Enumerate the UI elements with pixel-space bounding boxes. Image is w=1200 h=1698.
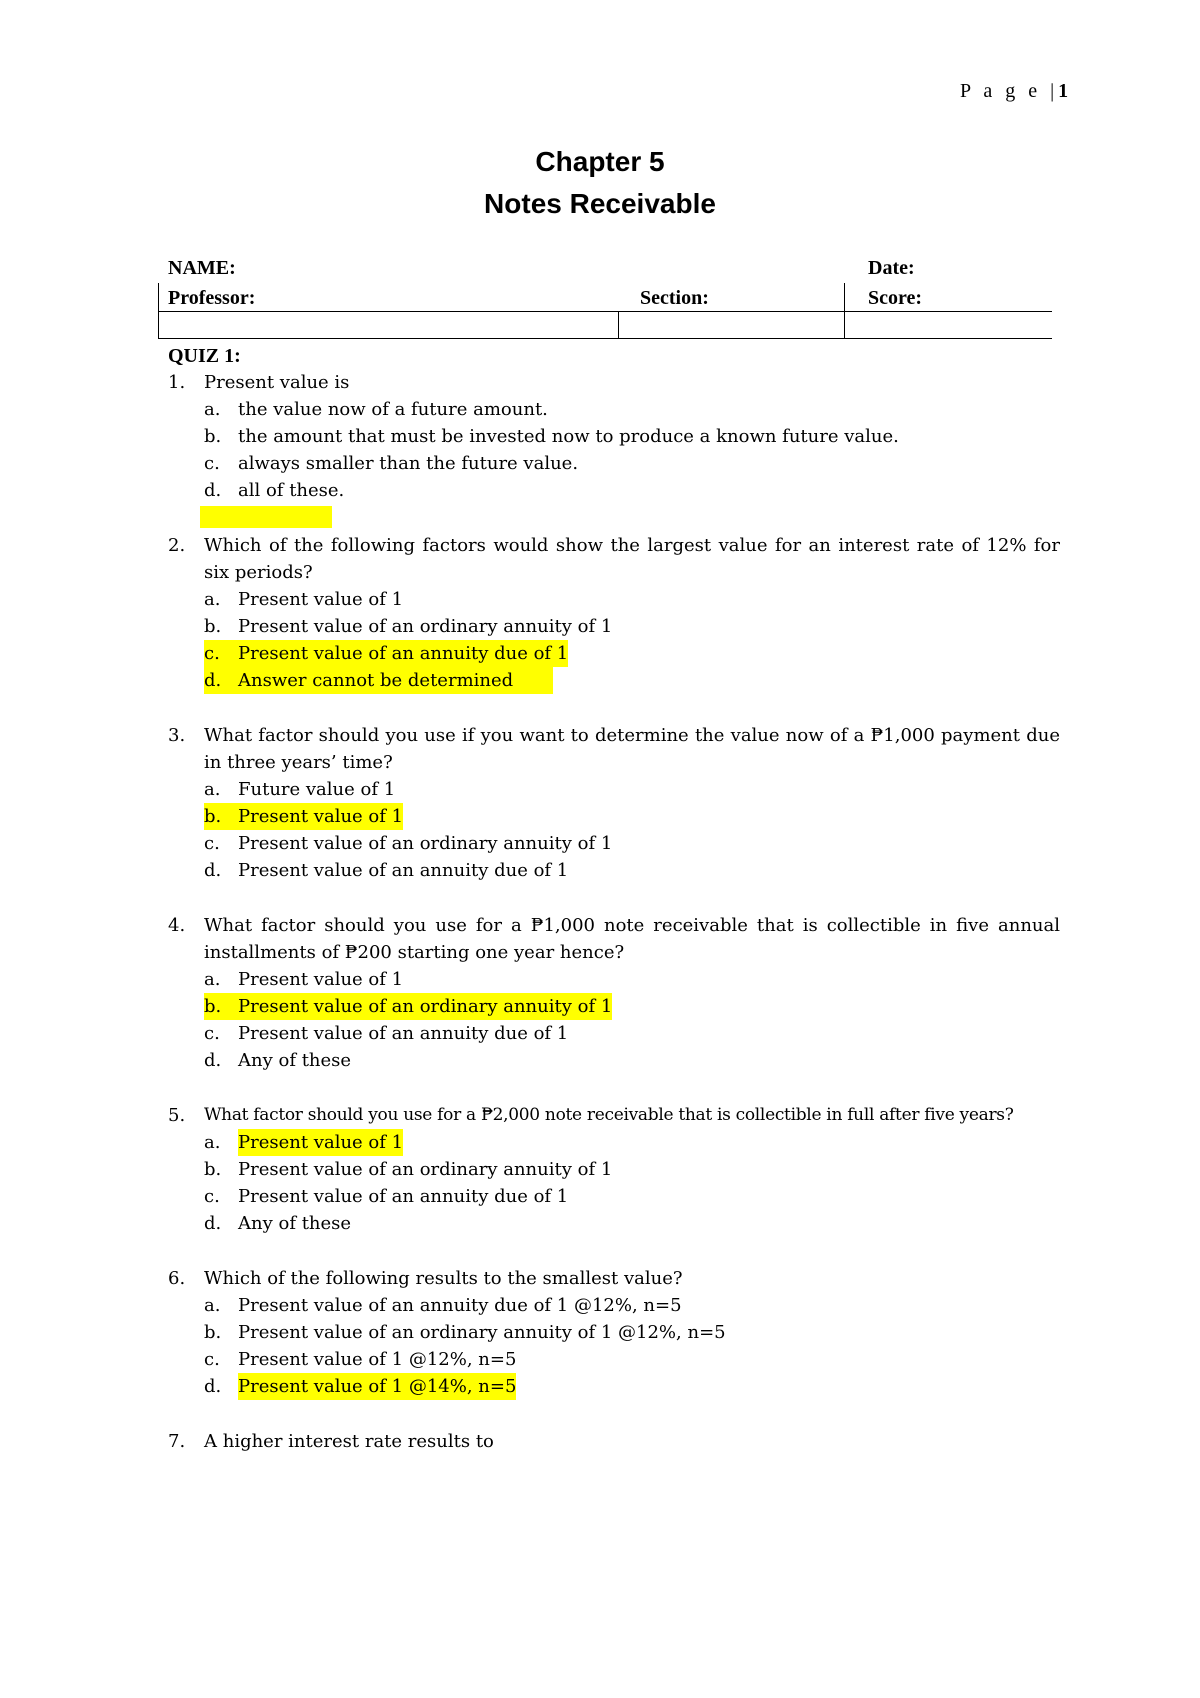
option-letter: c. [204,453,220,474]
question-6 [168,1265,1060,1400]
question-number: 4. [168,915,186,936]
option-letter: c. [204,1023,220,1044]
option-text: Present value of an annuity due of 1 [238,1186,569,1207]
question-1 [168,369,1060,504]
option-b[interactable] [204,423,1060,450]
option-d[interactable] [204,1210,1060,1237]
option-text: Future value of 1 [238,779,396,800]
option-letter: b. [204,996,222,1017]
page-number: 1 [1058,80,1069,102]
question-text: What factor should you use if you want to determine the value now of a ₱1,000 payment due in three years’ time? [204,725,1060,773]
option-letter: d. [204,1213,222,1234]
option-letter: a. [204,399,221,420]
table-bottom-line [158,338,1052,339]
question-text: Which of the following factors would show the largest value for an interest rate of 12% for six periods? [204,535,1060,583]
option-letter: b. [204,806,222,827]
option-text: Present value of 1 [238,589,404,610]
option-text: Present value of 1 [238,806,404,827]
quiz-label: QUIZ 1: [168,345,241,367]
question-text: What factor should you use for a ₱2,000 note receivable that is collectible in full after five years? [204,1105,1014,1125]
option-text: Present value of an annuity due of 1 [238,643,569,664]
option-d[interactable] [204,1373,1060,1400]
option-text: Present value of an annuity due of 1 [238,860,569,881]
option-letter: a. [204,1295,221,1316]
option-a[interactable] [204,776,1060,803]
section-field[interactable] [620,313,842,337]
question-7 [168,1428,1060,1455]
option-c[interactable] [204,1346,1060,1373]
highlight-q1-answer [200,506,332,528]
chapter-title: Chapter 5 [535,146,665,177]
option-letter: b. [204,1159,222,1180]
option-text: Answer cannot be determined [238,670,514,691]
table-row-line [158,311,1052,312]
option-text: Present value of an ordinary annuity of 1 [238,1159,613,1180]
name-label: NAME: [168,257,236,279]
option-c[interactable] [204,1020,1060,1047]
option-letter: c. [204,1186,220,1207]
option-letter: d. [204,480,222,501]
professor-field[interactable] [160,313,616,337]
section-label: Section: [640,287,709,309]
question-text: Which of the following results to the smallest value? [204,1268,683,1289]
question-number: 6. [168,1268,186,1289]
option-letter: b. [204,1322,222,1343]
option-text: Present value of an annuity due of 1 @12%, n=5 [238,1295,682,1316]
question-5 [168,1102,1060,1237]
option-text: Present value of an annuity due of 1 [238,1023,569,1044]
option-text: the value now of a future amount. [238,399,548,420]
date-label: Date: [868,257,915,279]
table-divider-section [618,311,619,339]
option-letter: b. [204,426,222,447]
option-letter: d. [204,1376,222,1397]
option-letter: a. [204,969,221,990]
option-text: the amount that must be invested now to produce a known future value. [238,426,899,447]
option-text: always smaller than the future value. [238,453,579,474]
option-letter: b. [204,616,222,637]
option-a[interactable] [204,586,1060,613]
question-number: 1. [168,372,186,393]
option-c[interactable] [204,450,1060,477]
option-letter: c. [204,1349,220,1370]
option-a[interactable] [204,966,1060,993]
option-text: Present value of an ordinary annuity of 1 [238,616,613,637]
option-b[interactable] [204,993,1060,1020]
option-text: Any of these [238,1050,352,1071]
option-letter: c. [204,643,220,664]
question-number: 5. [168,1105,186,1126]
option-b[interactable] [204,803,1060,830]
page-label: P a g e | [960,80,1059,102]
option-text: Present value of 1 @12%, n=5 [238,1349,517,1370]
option-letter: a. [204,589,221,610]
option-b[interactable] [204,1156,1060,1183]
option-text: Present value of an ordinary annuity of 1 [238,996,613,1017]
option-text: Present value of 1 [238,1129,403,1156]
question-text: A higher interest rate results to [204,1431,494,1452]
score-field[interactable] [846,313,1052,337]
question-3 [168,722,1060,884]
option-d[interactable] [204,857,1060,884]
option-text: Present value of an ordinary annuity of 1 [238,833,613,854]
option-d[interactable] [204,667,1060,694]
option-c[interactable] [204,1183,1060,1210]
option-text: Present value of 1 @14%, n=5 [238,1373,516,1400]
option-b[interactable] [204,1319,1060,1346]
option-letter: d. [204,1050,222,1071]
question-text: Present value is [204,372,350,393]
option-letter: a. [204,1132,221,1153]
question-number: 7. [168,1431,186,1452]
option-letter: c. [204,833,220,854]
option-a[interactable] [204,1292,1060,1319]
option-c[interactable] [204,640,1060,667]
question-number: 3. [168,725,186,746]
page-number-header [960,80,1068,103]
score-label: Score: [868,287,923,309]
option-letter: d. [204,670,222,691]
question-number: 2. [168,535,186,556]
option-d[interactable] [204,477,1060,504]
option-letter: a. [204,779,221,800]
topic-title: Notes Receivable [484,188,716,219]
option-d[interactable] [204,1047,1060,1074]
option-letter: d. [204,860,222,881]
option-a[interactable] [204,396,1060,423]
question-2 [168,532,1060,694]
option-text: all of these. [238,480,345,501]
professor-label: Professor: [168,287,256,309]
option-c[interactable] [204,830,1060,857]
option-text: Present value of an ordinary annuity of 1 @12%, n=5 [238,1322,726,1343]
question-text: What factor should you use for a ₱1,000 note receivable that is collectible in five annual installments of ₱200 starting one year hence? [204,915,1060,963]
option-a[interactable] [204,1129,1060,1156]
option-text: Present value of 1 [238,969,404,990]
question-4 [168,912,1060,1074]
option-text: Any of these [238,1213,352,1234]
option-b[interactable] [204,613,1060,640]
